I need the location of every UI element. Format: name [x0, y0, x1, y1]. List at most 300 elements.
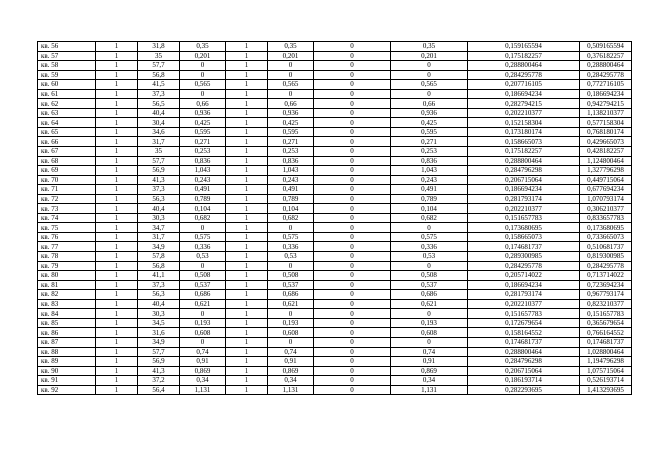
value-cell: 0,449715064: [580, 175, 632, 185]
value-cell: 1: [96, 108, 138, 118]
value-cell: 0: [391, 309, 468, 319]
table-row: [38, 290, 632, 300]
value-cell: 0,289300985: [468, 252, 580, 262]
value-cell: 1,043: [180, 166, 226, 176]
value-cell: 1: [226, 175, 268, 185]
value-cell: 0,942794215: [580, 99, 632, 109]
value-cell: 0: [314, 185, 391, 195]
value-cell: 31,7: [138, 137, 180, 147]
value-cell: 56,8: [138, 261, 180, 271]
value-cell: 0,104: [268, 204, 314, 214]
value-cell: 1,138210377: [580, 108, 632, 118]
value-cell: 1: [96, 137, 138, 147]
table-row: [38, 156, 632, 166]
value-cell: 0,869: [268, 366, 314, 376]
apartment-cell: кв. 71: [38, 185, 96, 195]
apartment-cell: кв. 87: [38, 337, 96, 347]
value-cell: 1: [96, 376, 138, 386]
value-cell: 1: [96, 242, 138, 252]
value-cell: 0: [314, 213, 391, 223]
value-cell: 0,575: [391, 232, 468, 242]
value-cell: 0,207716105: [468, 80, 580, 90]
value-cell: 0,186694234: [580, 89, 632, 99]
value-cell: 1: [96, 118, 138, 128]
table-row: [38, 185, 632, 195]
value-cell: 0: [314, 204, 391, 214]
apartment-cell: кв. 64: [38, 118, 96, 128]
value-cell: 1: [96, 261, 138, 271]
value-cell: 1: [96, 347, 138, 357]
value-cell: 0,869: [391, 366, 468, 376]
apartment-cell: кв. 80: [38, 271, 96, 281]
table-row: [38, 51, 632, 61]
value-cell: 0,766164552: [580, 328, 632, 338]
value-cell: 0,621: [180, 299, 226, 309]
apartment-cell: кв. 75: [38, 223, 96, 233]
value-cell: 1: [226, 385, 268, 395]
value-cell: 0: [268, 337, 314, 347]
value-cell: 0,336: [391, 242, 468, 252]
value-cell: 0: [314, 271, 391, 281]
value-cell: 1: [96, 366, 138, 376]
value-cell: 0,365679654: [580, 318, 632, 328]
value-cell: 0,537: [180, 280, 226, 290]
value-cell: 0: [314, 232, 391, 242]
value-cell: 0,193: [268, 318, 314, 328]
value-cell: 0,595: [180, 127, 226, 137]
value-cell: 1: [226, 118, 268, 128]
value-cell: 0: [314, 347, 391, 357]
value-cell: 0,823210377: [580, 299, 632, 309]
value-cell: 1: [96, 223, 138, 233]
value-cell: 1: [226, 318, 268, 328]
value-cell: 1: [226, 223, 268, 233]
value-cell: 0,577158304: [580, 118, 632, 128]
value-cell: 37,3: [138, 89, 180, 99]
value-cell: 0,243: [391, 175, 468, 185]
value-cell: 0,186193714: [468, 376, 580, 386]
value-cell: 0: [268, 223, 314, 233]
value-cell: 1: [96, 290, 138, 300]
value-cell: 34,5: [138, 318, 180, 328]
data-sheet: [37, 41, 631, 395]
value-cell: 57,7: [138, 156, 180, 166]
value-cell: 0,491: [180, 185, 226, 195]
value-cell: 0: [314, 309, 391, 319]
value-cell: 41,3: [138, 366, 180, 376]
value-cell: 1: [96, 80, 138, 90]
value-cell: 1,043: [391, 166, 468, 176]
value-cell: 0,288800464: [580, 61, 632, 71]
value-cell: 34,7: [138, 223, 180, 233]
value-cell: 31,8: [138, 42, 180, 52]
value-cell: 0,733665073: [580, 232, 632, 242]
value-cell: 1: [96, 51, 138, 61]
value-cell: 0,186694234: [468, 89, 580, 99]
value-cell: 0,682: [180, 213, 226, 223]
value-cell: 1: [96, 185, 138, 195]
apartment-cell: кв. 69: [38, 166, 96, 176]
value-cell: 0: [314, 80, 391, 90]
value-cell: 34,9: [138, 242, 180, 252]
value-cell: 0: [391, 261, 468, 271]
value-cell: 1: [96, 309, 138, 319]
value-cell: 0: [180, 70, 226, 80]
value-cell: 0: [314, 61, 391, 71]
apartment-cell: кв. 66: [38, 137, 96, 147]
value-cell: 0,281793174: [468, 194, 580, 204]
value-cell: 1,327796298: [580, 166, 632, 176]
value-cell: 0,53: [268, 252, 314, 262]
value-cell: 1: [226, 51, 268, 61]
value-cell: 56,8: [138, 70, 180, 80]
value-cell: 0: [180, 89, 226, 99]
value-cell: 0,158665073: [468, 232, 580, 242]
table-row: [38, 280, 632, 290]
value-cell: 0,936: [180, 108, 226, 118]
value-cell: 1: [226, 194, 268, 204]
value-cell: 57,7: [138, 347, 180, 357]
value-cell: 0,682: [268, 213, 314, 223]
value-cell: 0,686: [180, 290, 226, 300]
value-cell: 0,53: [391, 252, 468, 262]
value-cell: 56,5: [138, 99, 180, 109]
table-row: [38, 70, 632, 80]
apartment-cell: кв. 67: [38, 147, 96, 157]
value-cell: 0,152158304: [468, 118, 580, 128]
value-cell: 0,271: [268, 137, 314, 147]
value-cell: 0: [314, 194, 391, 204]
value-cell: 1,131: [391, 385, 468, 395]
value-cell: 0,34: [391, 376, 468, 386]
value-cell: 0,789: [391, 194, 468, 204]
value-cell: 30,3: [138, 309, 180, 319]
value-cell: 1: [226, 290, 268, 300]
apartment-cell: кв. 82: [38, 290, 96, 300]
value-cell: 0,206715064: [468, 175, 580, 185]
apartment-cell: кв. 73: [38, 204, 96, 214]
table-row: [38, 127, 632, 137]
table-row: [38, 108, 632, 118]
value-cell: 0: [314, 385, 391, 395]
apartment-cell: кв. 78: [38, 252, 96, 262]
value-cell: 0: [314, 366, 391, 376]
table-row: [38, 204, 632, 214]
table-row: [38, 175, 632, 185]
value-cell: 1: [96, 385, 138, 395]
apartment-cell: кв. 60: [38, 80, 96, 90]
value-cell: 0,772716105: [580, 80, 632, 90]
value-cell: 1: [226, 156, 268, 166]
value-cell: 1: [96, 127, 138, 137]
value-cell: 0,336: [268, 242, 314, 252]
value-cell: 0,284295778: [580, 261, 632, 271]
value-cell: 1: [226, 127, 268, 137]
value-cell: 56,3: [138, 194, 180, 204]
value-cell: 1: [96, 99, 138, 109]
value-cell: 0: [314, 252, 391, 262]
value-cell: 0,509165594: [580, 42, 632, 52]
apartment-cell: кв. 63: [38, 108, 96, 118]
value-cell: 1: [96, 42, 138, 52]
value-cell: 1,194796298: [580, 357, 632, 367]
value-cell: 1: [96, 70, 138, 80]
value-cell: 0: [180, 261, 226, 271]
value-cell: 0,819300985: [580, 252, 632, 262]
value-cell: 0: [314, 357, 391, 367]
apartment-cell: кв. 72: [38, 194, 96, 204]
value-cell: 1: [96, 280, 138, 290]
value-cell: 41,5: [138, 80, 180, 90]
value-cell: 0: [180, 337, 226, 347]
value-cell: 56,9: [138, 357, 180, 367]
value-cell: 57,7: [138, 61, 180, 71]
value-cell: 0,429665073: [580, 137, 632, 147]
value-cell: 0,526193714: [580, 376, 632, 386]
value-cell: 0,206715064: [468, 366, 580, 376]
value-cell: 0: [268, 70, 314, 80]
value-cell: 1: [226, 271, 268, 281]
value-cell: 0,789: [180, 194, 226, 204]
value-cell: 1: [96, 252, 138, 262]
value-cell: 0,173180174: [468, 127, 580, 137]
value-cell: 1,070793174: [580, 194, 632, 204]
apartment-cell: кв. 62: [38, 99, 96, 109]
value-cell: 0: [314, 318, 391, 328]
value-cell: 0,35: [391, 42, 468, 52]
apartment-cell: кв. 88: [38, 347, 96, 357]
value-cell: 0,66: [391, 99, 468, 109]
table-row: [38, 252, 632, 262]
value-cell: 1: [226, 204, 268, 214]
value-cell: 0,284796298: [468, 166, 580, 176]
value-cell: 0: [314, 147, 391, 157]
value-cell: 1: [226, 42, 268, 52]
value-cell: 0,172679654: [468, 318, 580, 328]
value-cell: 0,243: [180, 175, 226, 185]
value-cell: 1,075715064: [580, 366, 632, 376]
value-cell: 0,836: [268, 156, 314, 166]
value-cell: 0: [314, 280, 391, 290]
table-row: [38, 232, 632, 242]
value-cell: 0,491: [391, 185, 468, 195]
value-cell: 1: [226, 347, 268, 357]
value-cell: 0,202210377: [468, 299, 580, 309]
value-cell: 0,284295778: [468, 70, 580, 80]
value-cell: 0: [180, 309, 226, 319]
apartment-data-table: [37, 41, 632, 395]
value-cell: 0,508: [268, 271, 314, 281]
value-cell: 34,6: [138, 127, 180, 137]
value-cell: 0,425: [391, 118, 468, 128]
value-cell: 0: [314, 242, 391, 252]
value-cell: 0,595: [391, 127, 468, 137]
table-row: [38, 309, 632, 319]
value-cell: 0: [314, 42, 391, 52]
value-cell: 0,282293695: [468, 385, 580, 395]
table-row: [38, 194, 632, 204]
value-cell: 0,91: [268, 357, 314, 367]
apartment-cell: кв. 68: [38, 156, 96, 166]
value-cell: 0,175182257: [468, 147, 580, 157]
value-cell: 0,425: [180, 118, 226, 128]
value-cell: 1: [226, 357, 268, 367]
value-cell: 0: [314, 156, 391, 166]
value-cell: 41,3: [138, 175, 180, 185]
value-cell: 0: [268, 61, 314, 71]
value-cell: 0: [314, 89, 391, 99]
value-cell: 1: [96, 175, 138, 185]
value-cell: 0,104: [180, 204, 226, 214]
table-row: [38, 137, 632, 147]
apartment-cell: кв. 65: [38, 127, 96, 137]
value-cell: 1: [96, 299, 138, 309]
value-cell: 1: [96, 357, 138, 367]
value-cell: 0: [314, 137, 391, 147]
value-cell: 0,91: [180, 357, 226, 367]
value-cell: 0: [180, 61, 226, 71]
value-cell: 0,288800464: [468, 347, 580, 357]
apartment-cell: кв. 77: [38, 242, 96, 252]
value-cell: 0,425: [268, 118, 314, 128]
value-cell: 0,306210377: [580, 204, 632, 214]
value-cell: 1: [226, 280, 268, 290]
value-cell: 0: [314, 51, 391, 61]
table-row: [38, 357, 632, 367]
value-cell: 1: [96, 61, 138, 71]
value-cell: 0,288800464: [468, 61, 580, 71]
value-cell: 57,8: [138, 252, 180, 262]
value-cell: 0,575: [180, 232, 226, 242]
table-row: [38, 42, 632, 52]
value-cell: 0,253: [268, 147, 314, 157]
table-row: [38, 337, 632, 347]
value-cell: 0,682: [391, 213, 468, 223]
value-cell: 0,104: [391, 204, 468, 214]
table-row: [38, 80, 632, 90]
value-cell: 0,35: [268, 42, 314, 52]
value-cell: 0: [391, 89, 468, 99]
apartment-cell: кв. 57: [38, 51, 96, 61]
value-cell: 1,413293695: [580, 385, 632, 395]
value-cell: 0,74: [391, 347, 468, 357]
value-cell: 0,151657783: [580, 309, 632, 319]
table-row: [38, 61, 632, 71]
apartment-cell: кв. 92: [38, 385, 96, 395]
value-cell: 1,131: [268, 385, 314, 395]
value-cell: 0: [314, 223, 391, 233]
table-row: [38, 347, 632, 357]
table-row: [38, 118, 632, 128]
value-cell: 1,124800464: [580, 156, 632, 166]
value-cell: 0: [314, 328, 391, 338]
value-cell: 0: [314, 70, 391, 80]
value-cell: 56,4: [138, 385, 180, 395]
value-cell: 0,186694234: [468, 280, 580, 290]
value-cell: 0,271: [391, 137, 468, 147]
value-cell: 0,158164552: [468, 328, 580, 338]
value-cell: 31,7: [138, 232, 180, 242]
value-cell: 0,281793174: [468, 290, 580, 300]
table-row: [38, 385, 632, 395]
value-cell: 0: [391, 337, 468, 347]
apartment-cell: кв. 90: [38, 366, 96, 376]
table-row: [38, 242, 632, 252]
apartment-cell: кв. 59: [38, 70, 96, 80]
value-cell: 0: [314, 261, 391, 271]
value-cell: 0,74: [268, 347, 314, 357]
value-cell: 0,175182257: [468, 51, 580, 61]
value-cell: 0: [314, 299, 391, 309]
value-cell: 0,936: [268, 108, 314, 118]
value-cell: 0,202210377: [468, 108, 580, 118]
value-cell: 30,3: [138, 213, 180, 223]
value-cell: 0: [391, 223, 468, 233]
value-cell: 0,508: [180, 271, 226, 281]
value-cell: 1: [226, 108, 268, 118]
value-cell: 0: [268, 261, 314, 271]
apartment-cell: кв. 81: [38, 280, 96, 290]
value-cell: 0,271: [180, 137, 226, 147]
value-cell: 0,575: [268, 232, 314, 242]
table-row: [38, 166, 632, 176]
value-cell: 0,253: [180, 147, 226, 157]
value-cell: 0,869: [180, 366, 226, 376]
value-cell: 0: [314, 108, 391, 118]
value-cell: 0,66: [268, 99, 314, 109]
value-cell: 0,243: [268, 175, 314, 185]
value-cell: 0,186694234: [468, 185, 580, 195]
apartment-cell: кв. 58: [38, 61, 96, 71]
value-cell: 0,53: [180, 252, 226, 262]
value-cell: 1: [226, 99, 268, 109]
value-cell: 1: [226, 232, 268, 242]
value-cell: 0,768180174: [580, 127, 632, 137]
apartment-cell: кв. 85: [38, 318, 96, 328]
table-row: [38, 223, 632, 233]
value-cell: 1,131: [180, 385, 226, 395]
value-cell: 56,3: [138, 290, 180, 300]
value-cell: 40,4: [138, 299, 180, 309]
value-cell: 0,491: [268, 185, 314, 195]
value-cell: 0,376182257: [580, 51, 632, 61]
value-cell: 0,686: [268, 290, 314, 300]
value-cell: 0,35: [180, 42, 226, 52]
value-cell: 1: [226, 80, 268, 90]
value-cell: 1: [226, 366, 268, 376]
apartment-cell: кв. 91: [38, 376, 96, 386]
table-row: [38, 376, 632, 386]
value-cell: 30,4: [138, 118, 180, 128]
table-row: [38, 213, 632, 223]
value-cell: 0,253: [391, 147, 468, 157]
value-cell: 0,608: [391, 328, 468, 338]
value-cell: 0,284796298: [468, 357, 580, 367]
value-cell: 56,9: [138, 166, 180, 176]
apartment-cell: кв. 56: [38, 42, 96, 52]
table-row: [38, 366, 632, 376]
value-cell: 0: [314, 99, 391, 109]
value-cell: 1: [226, 328, 268, 338]
value-cell: 0,565: [391, 80, 468, 90]
value-cell: 0,510681737: [580, 242, 632, 252]
value-cell: 0,34: [180, 376, 226, 386]
value-cell: 0,595: [268, 127, 314, 137]
value-cell: 1: [226, 252, 268, 262]
value-cell: 0,836: [180, 156, 226, 166]
value-cell: 0,608: [180, 328, 226, 338]
apartment-cell: кв. 89: [38, 357, 96, 367]
